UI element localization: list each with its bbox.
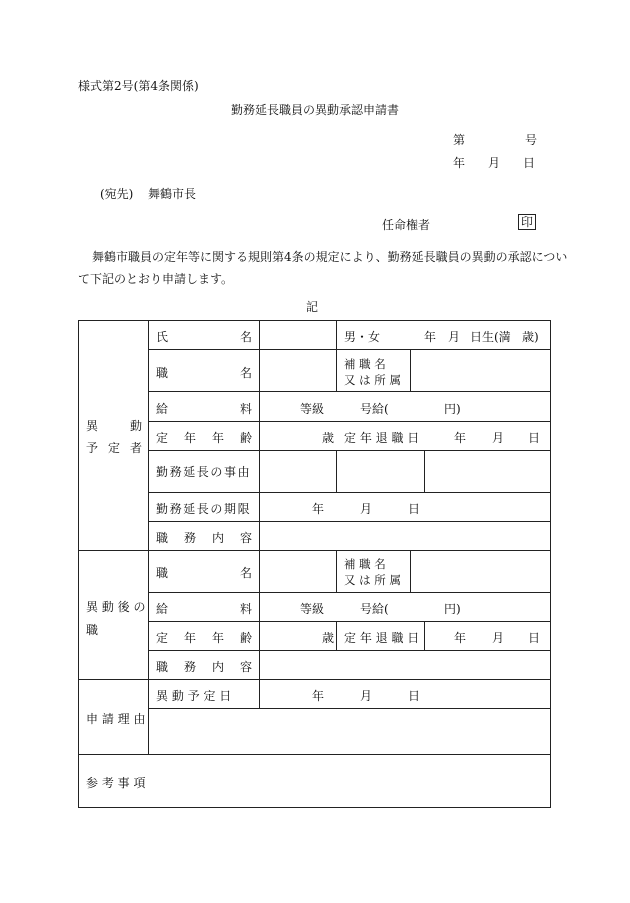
name-label [156,328,252,345]
sec1-char-1: 異 [86,419,99,433]
birth-sai: 歳) [522,330,539,344]
age-label-4: 齢 [239,431,252,445]
retire2-month: 月 [492,631,505,645]
post-label [156,364,252,381]
row-line [148,650,551,651]
yen2-label: 円) [444,602,461,616]
sec1-char-5: 者 [130,441,143,455]
salary2-label-1: 給 [156,602,169,616]
duty-label-2: 務 [183,531,196,545]
name-label-2: 名 [239,330,252,344]
col-line [410,350,411,392]
ext-day: 日 [408,502,421,516]
age2-label-4: 齢 [239,631,252,645]
col-line [336,550,337,593]
duty-label-1: 職 [156,531,169,545]
transfer-month: 月 [360,689,373,703]
gender-field: 男・女 [344,330,381,344]
row-line [148,421,551,422]
col-line [424,450,425,493]
row-line [148,349,551,350]
age-label [156,429,252,446]
duty-label-4: 容 [239,531,252,545]
step-label: 号給( [360,402,389,416]
assist-post-line1: 補 職 名 [344,357,386,371]
birth-year: 年 [424,330,437,344]
birth-month: 月 [448,330,461,344]
grade-label: 等級 [300,402,325,416]
assist-post2-line1: 補 職 名 [344,557,386,571]
age-label-3: 年 [211,431,224,445]
form-number: 様式第2号(第4条関係) [78,79,199,93]
date-day: 日 [523,156,536,170]
assist-post2-line2: 又 は 所 属 [344,573,401,587]
retire-month: 月 [492,431,505,445]
row-line [148,708,551,709]
age2-label-1: 定 [156,631,169,645]
birth-day-age: 日生(満 [470,330,511,344]
transfer-date-label: 異 動 予 定 日 [156,689,232,703]
post2-label [156,564,252,581]
col-line [424,621,425,651]
date-year: 年 [453,156,466,170]
application-table [78,320,551,808]
grade2-label: 等級 [300,602,325,616]
col-line [336,320,337,392]
duty-label [156,529,252,546]
step2-label: 号給( [360,602,389,616]
post-label-1: 職 [156,366,169,380]
sec4-label: 参 考 事 項 [86,776,146,790]
age2-sai: 歳 [322,631,335,645]
duty2-label-4: 容 [239,660,252,674]
retire-year: 年 [454,431,467,445]
label-divider [259,320,260,708]
name-label-1: 氏 [156,330,169,344]
retire2-year: 年 [454,631,467,645]
age2-label [156,629,252,646]
post2-label-2: 名 [239,566,252,580]
sec2-line2: 職 [86,623,99,637]
age-label-1: 定 [156,431,169,445]
age2-label-3: 年 [211,631,224,645]
ext-year: 年 [312,502,325,516]
row-line [148,592,551,593]
row-line [148,391,551,392]
section-line [78,550,551,551]
col-line [336,621,337,651]
duty2-label-2: 務 [183,660,196,674]
row-line [148,450,551,451]
duty2-label-1: 職 [156,660,169,674]
doc-no-prefix: 第 [453,133,466,147]
salary2-label-2: 料 [239,602,252,616]
ext-reason-label: 勤務延長の事由 [156,465,252,479]
age-sai: 歳 [322,431,335,445]
seal-mark [518,214,536,230]
section-line [78,754,551,755]
duty2-label-3: 内 [211,660,224,674]
duty2-label [156,658,252,675]
salary-label [156,400,252,417]
transfer-year: 年 [312,689,325,703]
salary2-label [156,600,252,617]
post-label-2: 名 [239,366,252,380]
appointer-label: 任命権者 [382,218,431,232]
table-border-right [550,320,551,808]
section-line [78,679,551,680]
ext-month: 月 [360,502,373,516]
row-line [148,521,551,522]
sec1-char-3: 予 [86,441,99,455]
body-line-2: て下記のとおり申請します。 [78,272,234,286]
addressee-label: (宛先) [100,187,134,201]
age2-label-2: 年 [183,631,196,645]
document-title: 勤務延長職員の異動承認申請書 [231,103,400,117]
transfer-day: 日 [408,689,421,703]
section-divider [148,320,149,754]
sec1-char-2: 動 [130,419,143,433]
retire2-day: 日 [528,631,541,645]
retire-day: 日 [528,431,541,445]
sec2-line1: 異 動 後 の [86,600,146,614]
yen-label: 円) [444,402,461,416]
ext-period-label: 勤務延長の期限 [156,502,252,516]
row-line [148,492,551,493]
doc-no-suffix: 号 [525,133,538,147]
age-label-2: 年 [183,431,196,445]
duty-label-3: 内 [211,531,224,545]
addressee: 舞鶴市長 [148,187,197,201]
col-line [336,450,337,493]
ki-heading: 記 [306,300,319,314]
retire-date-label: 定 年 退 職 日 [344,431,420,445]
sec1-char-4: 定 [108,441,121,455]
salary-label-2: 料 [239,402,252,416]
date-month: 月 [488,156,501,170]
body-line-1: 舞鶴市職員の定年等に関する規則第4条の規定により、勤務延長職員の異動の承認につい [92,250,568,264]
post2-label-1: 職 [156,566,169,580]
row-line [148,621,551,622]
col-line [410,550,411,593]
table-border-bottom [78,807,551,808]
retire2-date-label: 定 年 退 職 日 [344,631,420,645]
salary-label-1: 給 [156,402,169,416]
sec3-label: 申 請 理 由 [86,712,146,726]
table-border-left [78,320,79,808]
seal-text: 印 [518,214,536,230]
assist-post-line2: 又 は 所 属 [344,373,401,387]
